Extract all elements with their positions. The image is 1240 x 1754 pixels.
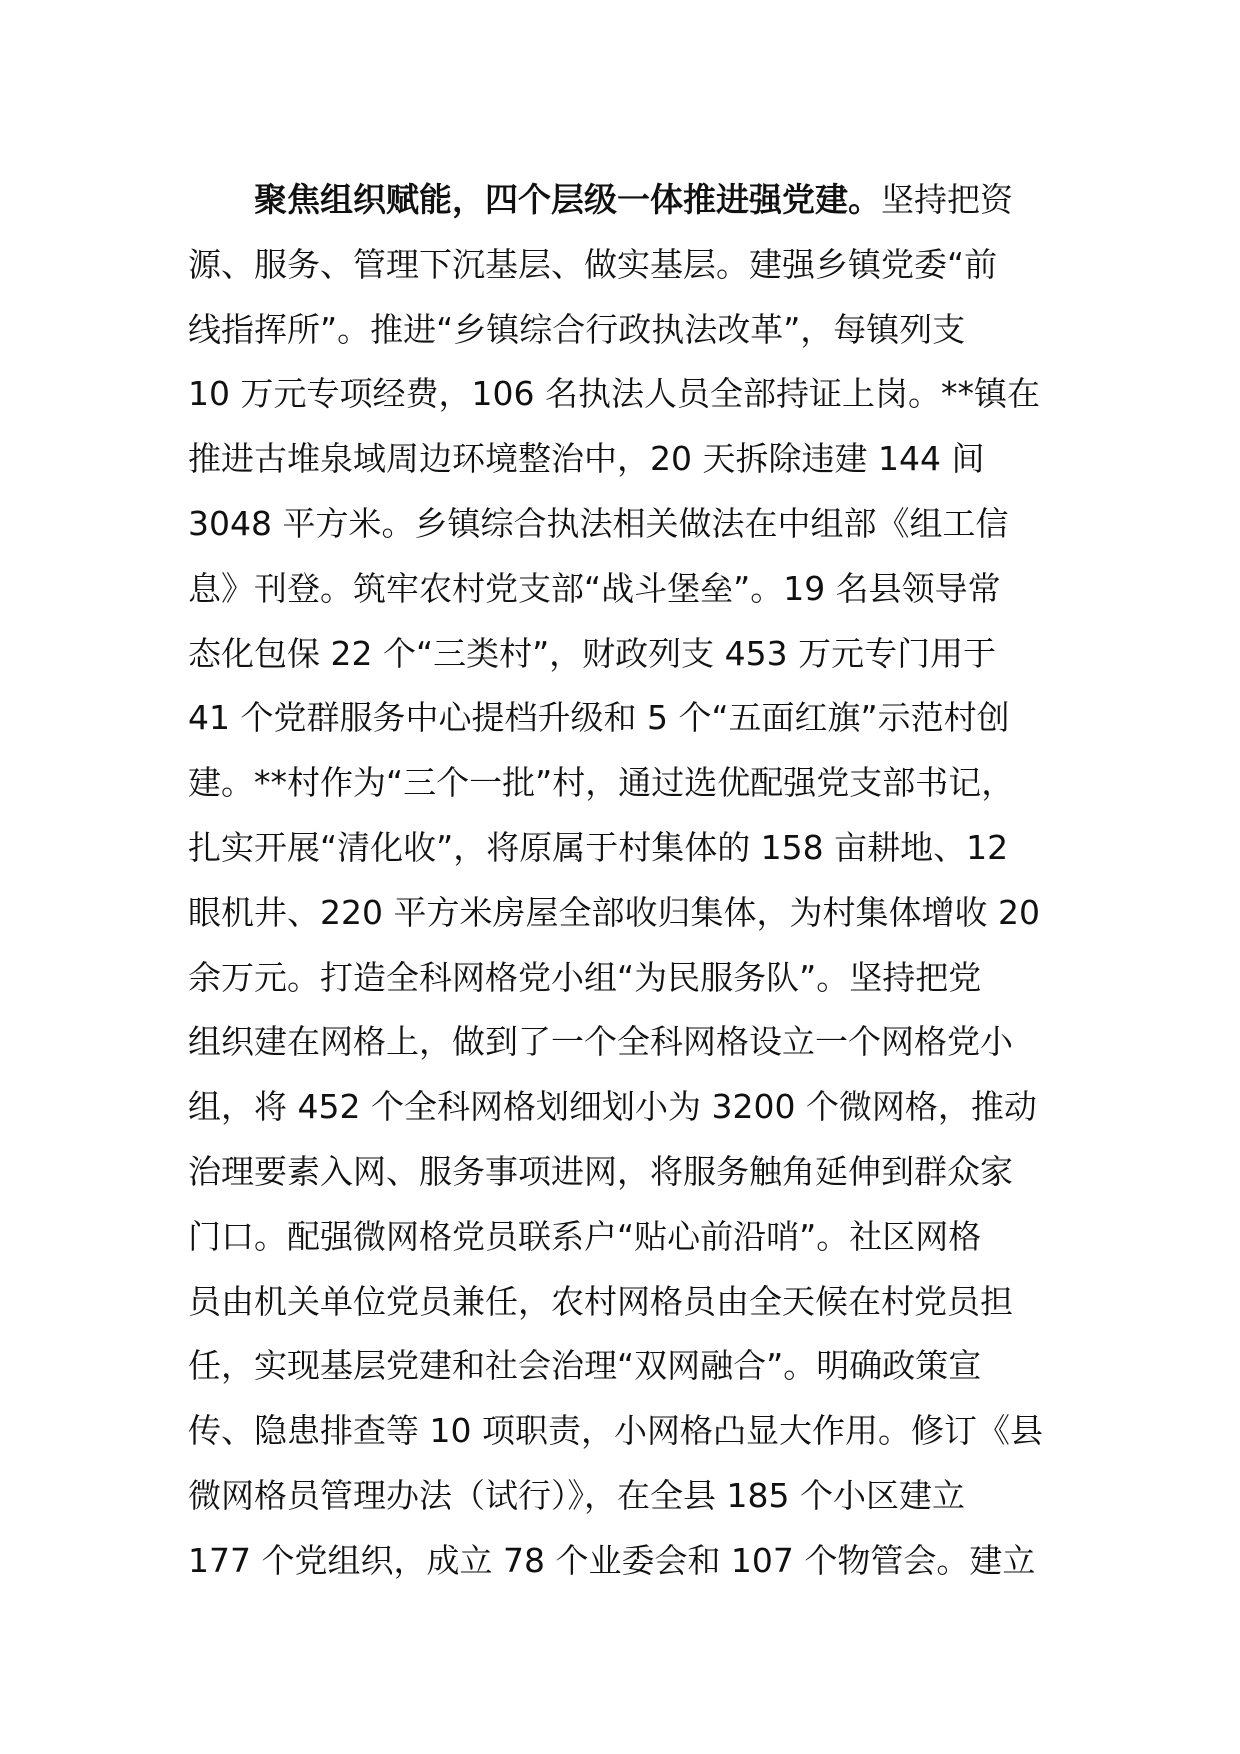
paragraph-line: 扎实开展“清化收”，将原属于村集体的 158 亩耕地、12 (188, 827, 1009, 867)
paragraph-line: 组织建在网格上，做到了一个全科网格设立一个网格党小 (188, 1022, 1013, 1062)
paragraph-line: 眼机井、220 平方米房屋全部收归集体，为村集体增收 20 (188, 892, 1040, 932)
paragraph-line: 10 万元专项经费，106 名执法人员全部持证上岗。**镇在 (188, 374, 1040, 414)
paragraph-line: 任，实现基层党建和社会治理“双网融合”。明确政策宣 (188, 1346, 982, 1386)
paragraph-line-1 (188, 168, 1058, 233)
paragraph-line: 组，将 452 个全科网格划细划小为 3200 个微网格，推动 (188, 1087, 1037, 1127)
paragraph-line: 态化包保 22 个“三类村”，财政列支 453 万元专门用于 (188, 633, 997, 673)
paragraph-line: 3048 平方米。乡镇综合执法相关做法在中组部《组工信 (188, 503, 1009, 543)
paragraph-line: 门口。配强微网格党员联系户“贴心前沿哨”。社区网格 (188, 1216, 982, 1256)
paragraph-line: 息》刊登。筑牢农村党支部“战斗堡垒”。19 名县领导常 (188, 568, 1001, 608)
paragraph-line: 传、隐患排查等 10 项职责，小网格凸显大作用。修订《县 (188, 1411, 1043, 1451)
paragraph-heading: 聚焦组织赋能，四个层级一体推进强党建。 (254, 180, 881, 219)
paragraph-line: 源、服务、管理下沉基层、做实基层。建强乡镇党委“前 (188, 244, 998, 284)
paragraph-line: 微网格员管理办法（试行）》，在全县 185 个小区建立 (188, 1475, 965, 1515)
paragraph-line: 员由机关单位党员兼任，农村网格员由全天候在村党员担 (188, 1281, 1013, 1321)
paragraph-line: 线指挥所”。推进“乡镇综合行政执法改革”，每镇列支 (188, 309, 966, 349)
paragraph-line-text: 坚持把资 (881, 180, 1013, 219)
paragraph-line: 41 个党群服务中心提档升级和 5 个“五面红旗”示范村创 (188, 698, 1010, 738)
paragraph-line: 177 个党组织，成立 78 个业委会和 107 个物管会。建立 (188, 1540, 1036, 1580)
paragraph-line: 治理要素入网、服务事项进网，将服务触角延伸到群众家 (188, 1151, 1013, 1191)
paragraph-line: 建。**村作为“三个一批”村，通过选优配强党支部书记， (188, 763, 1015, 803)
paragraph-line: 余万元。打造全科网格党小组“为民服务队”。坚持把党 (188, 957, 982, 997)
body-paragraph (188, 168, 1058, 1594)
paragraph-line: 推进古堆泉域周边环境整治中，20 天拆除违建 144 间 (188, 439, 985, 479)
